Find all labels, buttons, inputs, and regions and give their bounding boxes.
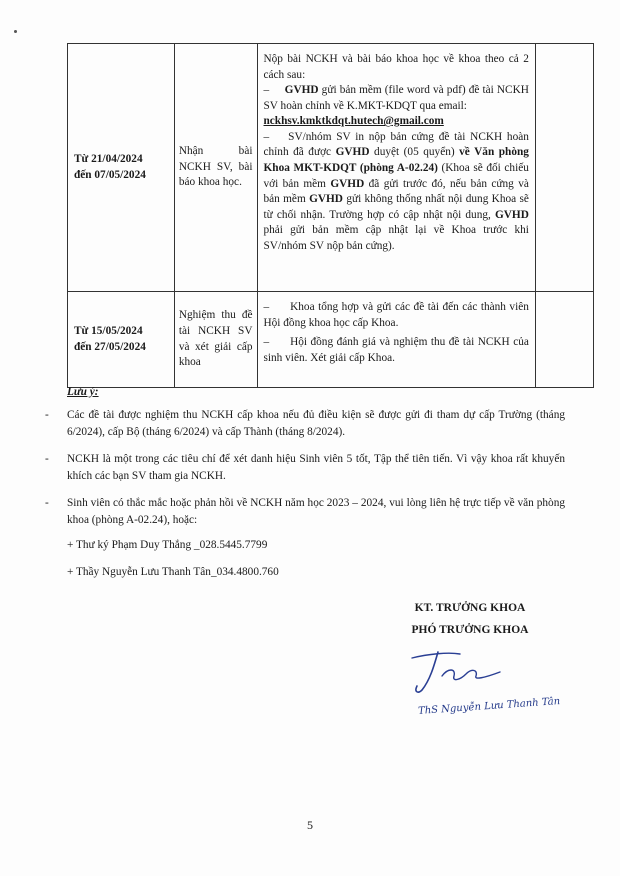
table-row <box>68 292 594 388</box>
detail-bullet-hard-copy <box>264 130 529 255</box>
empty-cell <box>535 44 593 292</box>
detail-line: – Hội đồng đánh giá và nghiệm thu đề tài NCKH của sinh viên. Xét giải cấp Khoa. <box>263 336 532 364</box>
note-text: Sinh viên có thắc mắc hoặc phản hồi về NCKH năm học 2023 – 2024, vui lòng liên hệ trực tiếp về văn phòng khoa (phòng A-02.24), hoặc: <box>67 496 565 526</box>
note-bullet: - <box>45 496 49 509</box>
table-row <box>68 44 594 292</box>
detail-intro: Nộp bài NCKH và bài báo khoa học về khoa theo cả 2 cách sau: <box>263 53 529 81</box>
signature-subtitle: PHÓ TRƯỞNG KHOA <box>411 623 529 636</box>
note-bullet: - <box>45 408 49 421</box>
note-item <box>45 495 565 529</box>
gvhd-label: GVHD <box>494 208 529 221</box>
signer-name: ThS Nguyễn Lưu Thanh Tân <box>417 696 561 717</box>
detail-text: gửi không thống nhất nội dung Khoa sẽ từ chối nhận. Trường hợp có cập nhật nội dung, <box>263 193 529 221</box>
handwritten-signature <box>408 646 518 701</box>
note-text: Các đề tài được nghiệm thu NCKH cấp khoa nếu đủ điều kiện sẽ được gửi đi tham dự cấp Trường (tháng 6/2024), cấp Bộ (tháng 6/2024) và cấp Thành (tháng 8/2024). <box>67 408 565 438</box>
task-cell <box>174 292 257 388</box>
detail-line: – Khoa tổng hợp và gửi các đề tài đến các thành viên Hội đồng khoa học cấp Khoa. <box>263 301 532 329</box>
scan-speck <box>14 30 17 33</box>
task-text: Nghiệm thu đề tài NCKH SV và xét giải cấp khoa <box>178 309 253 369</box>
task-text: Nhận bài NCKH SV, bài báo khoa học. <box>178 145 253 189</box>
signature-title: KT. TRƯỞNG KHOA <box>414 602 526 614</box>
contact-secretary: + Thư ký Phạm Duy Thắng _028.5445.7799 <box>67 538 268 551</box>
detail-text: duyệt (05 quyển) <box>369 146 460 159</box>
detail-cell <box>257 292 535 388</box>
date-from: Từ 21/04/2024 <box>74 152 143 165</box>
detail-text: SV/nhóm SV in nộp bản cứng đề tài NCKH hoàn chỉnh đã được <box>263 130 529 159</box>
date-to: đến 07/05/2024 <box>74 168 146 181</box>
gvhd-label: GVHD <box>330 177 365 190</box>
detail-text: đã gửi trước đó, nếu bản cứng và bản mềm <box>263 177 529 206</box>
contact-lecturer: + Thầy Nguyễn Lưu Thanh Tân_034.4800.760 <box>67 565 279 578</box>
date-cell <box>68 292 175 388</box>
task-cell <box>174 44 257 292</box>
detail-text: (Khoa sẽ đối chiếu với bản mềm <box>263 162 529 190</box>
date-from: Từ 15/05/2024 <box>74 324 143 337</box>
gvhd-label: GVHD <box>284 84 319 97</box>
submission-email-link[interactable]: nckhsv.kmktkdqt.hutech@gmail.com <box>263 115 444 128</box>
note-item <box>45 407 565 441</box>
detail-text: gửi bản mềm (file word và pdf) đề tài NCKH SV hoàn chỉnh về K.MKT-KDQT qua email: <box>263 84 529 112</box>
notes-title: Lưu ý: <box>67 386 99 398</box>
gvhd-label: GVHD <box>335 146 370 159</box>
detail-text: phải gửi bản mềm cập nhật lại về Khoa trước khi SV/nhóm SV nộp bản cứng). <box>263 224 529 252</box>
page-number: 5 <box>307 818 313 832</box>
detail-cell <box>257 44 535 292</box>
note-bullet: - <box>45 452 49 465</box>
note-text: NCKH là một trong các tiêu chí để xét danh hiệu Sinh viên 5 tốt, Tập thể tiên tiến. Vì vậy khoa rất khuyến khích các bạn SV tham gia NCKH. <box>67 452 565 482</box>
date-cell <box>68 44 175 292</box>
bullet-dash: – <box>263 130 270 143</box>
notes-section <box>45 384 565 590</box>
note-item <box>45 451 565 485</box>
schedule-table <box>67 43 594 388</box>
empty-cell <box>535 292 593 388</box>
signature-block <box>380 598 560 642</box>
date-to: đến 27/05/2024 <box>74 340 146 353</box>
bullet-dash: – <box>263 84 270 97</box>
gvhd-label: GVHD <box>309 193 343 206</box>
detail-bullet-soft-copy <box>264 83 529 130</box>
office-location: về Văn phòng Khoa MKT-KDQT (phòng A-02.24) <box>263 146 529 175</box>
